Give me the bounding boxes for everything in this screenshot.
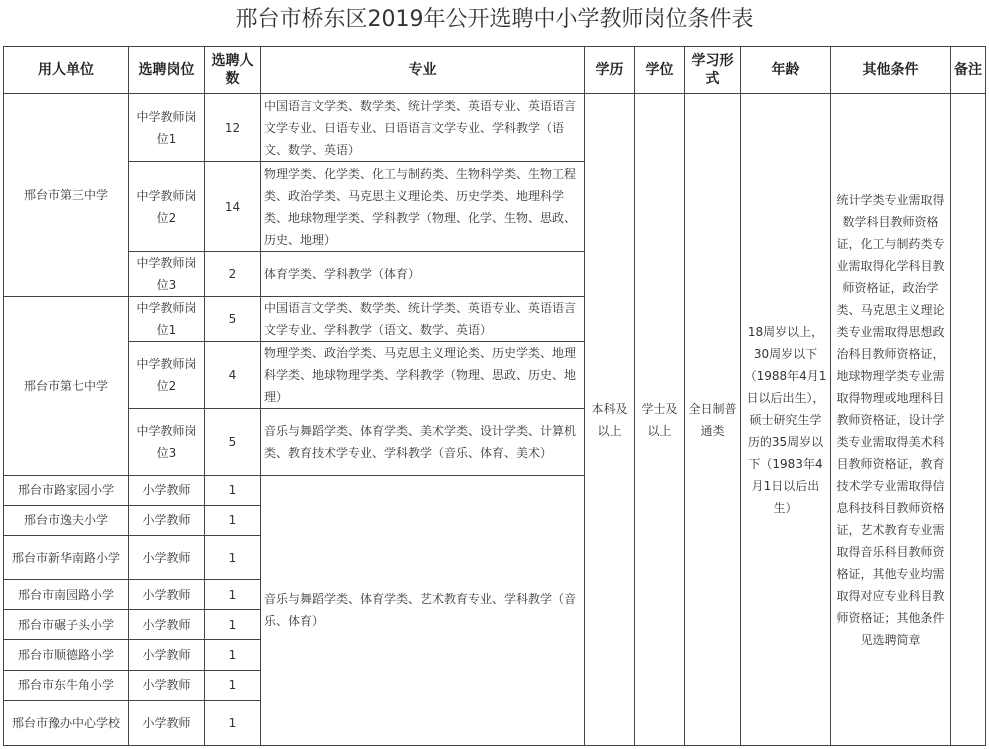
page-title: 邢台市桥东区2019年公开选聘中小学教师岗位条件表 bbox=[235, 7, 754, 32]
remark-cell bbox=[951, 94, 986, 746]
unit-cell: 邢台市东牛角小学 bbox=[4, 670, 129, 700]
unit-cell: 邢台市豫办中心学校 bbox=[4, 700, 129, 745]
post-cell: 中学教师岗位1 bbox=[129, 94, 205, 162]
header-unit: 用人单位 bbox=[4, 47, 129, 94]
post-cell: 小学教师 bbox=[129, 640, 205, 670]
study-form-cell: 全日制普通类 bbox=[685, 94, 741, 746]
major-cell: 音乐与舞蹈学类、体育学类、美术学类、设计学类、计算机类、教育技术学专业、学科教学（音乐、体育、美术） bbox=[261, 409, 585, 475]
count-cell: 1 bbox=[205, 505, 261, 535]
header-degree: 学位 bbox=[635, 47, 685, 94]
post-cell: 小学教师 bbox=[129, 505, 205, 535]
post-cell: 小学教师 bbox=[129, 475, 205, 505]
major-cell: 物理学类、化学类、化工与制药类、生物科学类、生物工程类、政治学类、马克思主义理论类、历史学类、地理科学类、地球物理学类、学科教学（物理、化学、生物、思政、历史、地理） bbox=[261, 162, 585, 251]
count-cell: 1 bbox=[205, 640, 261, 670]
header-post: 选聘岗位 bbox=[129, 47, 205, 94]
post-cell: 中学教师岗位2 bbox=[129, 342, 205, 409]
header-major: 专业 bbox=[261, 47, 585, 94]
age-cell: 18周岁以上，30周岁以下（1988年4月1日以后出生），硕士研究生学历的35周岁以下（1983年4月1日以后出生） bbox=[741, 94, 831, 746]
degree-cell: 学士及以上 bbox=[635, 94, 685, 746]
major-cell: 中国语言文学类、数学类、统计学类、英语专业、英语语言文学专业、日语专业、日语语言文学专业、学科教学（语文、数学、英语） bbox=[261, 94, 585, 162]
post-cell: 小学教师 bbox=[129, 610, 205, 640]
count-cell: 2 bbox=[205, 251, 261, 296]
education-cell: 本科及以上 bbox=[585, 94, 635, 746]
major-cell: 物理学类、政治学类、马克思主义理论类、历史学类、地理科学类、地球物理学类、学科教学（物理、思政、历史、地理） bbox=[261, 342, 585, 409]
post-cell: 小学教师 bbox=[129, 580, 205, 610]
count-cell: 1 bbox=[205, 580, 261, 610]
header-row bbox=[4, 47, 986, 94]
header-other: 其他条件 bbox=[831, 47, 951, 94]
count-cell: 1 bbox=[205, 475, 261, 505]
unit-cell: 邢台市第三中学 bbox=[4, 94, 129, 297]
unit-cell: 邢台市碾子头小学 bbox=[4, 610, 129, 640]
count-cell: 1 bbox=[205, 610, 261, 640]
count-cell: 1 bbox=[205, 535, 261, 579]
unit-cell: 邢台市南园路小学 bbox=[4, 580, 129, 610]
count-cell: 14 bbox=[205, 162, 261, 251]
count-cell: 5 bbox=[205, 409, 261, 475]
post-cell: 中学教师岗位3 bbox=[129, 409, 205, 475]
count-cell: 12 bbox=[205, 94, 261, 162]
post-cell: 小学教师 bbox=[129, 535, 205, 579]
count-cell: 4 bbox=[205, 342, 261, 409]
post-cell: 小学教师 bbox=[129, 670, 205, 700]
unit-cell: 邢台市新华南路小学 bbox=[4, 535, 129, 579]
post-cell: 中学教师岗位2 bbox=[129, 162, 205, 251]
post-cell: 小学教师 bbox=[129, 700, 205, 745]
positions-table bbox=[3, 46, 986, 746]
header-education: 学历 bbox=[585, 47, 635, 94]
count-cell: 5 bbox=[205, 296, 261, 341]
unit-cell: 邢台市顺德路小学 bbox=[4, 640, 129, 670]
header-study-form: 学习形式 bbox=[685, 47, 741, 94]
header-age: 年龄 bbox=[741, 47, 831, 94]
count-cell: 1 bbox=[205, 670, 261, 700]
table-row bbox=[4, 94, 986, 162]
header-count: 选聘人数 bbox=[205, 47, 261, 94]
post-cell: 中学教师岗位3 bbox=[129, 251, 205, 296]
major-cell: 中国语言文学类、数学类、统计学类、英语专业、英语语言文学专业、学科教学（语文、数学、英语） bbox=[261, 296, 585, 341]
major-cell: 体育学类、学科教学（体育） bbox=[261, 251, 585, 296]
major-cell: 音乐与舞蹈学类、体育学类、艺术教育专业、学科教学（音乐、体育） bbox=[261, 475, 585, 745]
unit-cell: 邢台市第七中学 bbox=[4, 296, 129, 475]
header-remark: 备注 bbox=[951, 47, 986, 94]
other-conditions-cell: 统计学类专业需取得数学科目教师资格证，化工与制药类专业需取得化学科目教师资格证，政治学类、马克思主义理论类专业需取得思想政治科目教师资格证，地球物理学类专业需取得物理或地理科目教师资格证，设计学类专业需取得美术科目教师资格证，教育技术学专业需取得信息科技科目教师资格证，艺术教育专业需取得音乐科目教师资格证，其他专业均需取得对应专业科目教师资格证；其他条件见选聘简章 bbox=[831, 94, 951, 746]
post-cell: 中学教师岗位1 bbox=[129, 296, 205, 341]
unit-cell: 邢台市逸夫小学 bbox=[4, 505, 129, 535]
unit-cell: 邢台市路家园小学 bbox=[4, 475, 129, 505]
count-cell: 1 bbox=[205, 700, 261, 745]
